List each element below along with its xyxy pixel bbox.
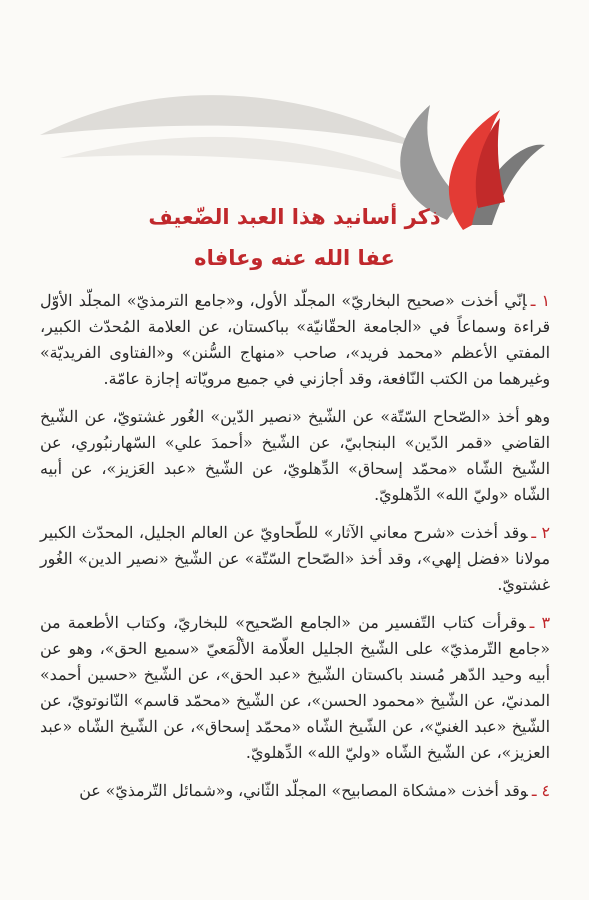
body-text [40,288,550,816]
paragraph-text: وقد أخذت «شرح معاني الآثار» للطّحاويّ عن العالم الجليل، المحدّث الكبير مولانا «فضل إلهي»، وقد أخذ «الصّحاح السّتّة» عن الشّيخ «نصير الدين» الغُور غشتويّ. [40,523,550,594]
paragraph-text: وقد أخذت «مشكاة المصابيح» المجلّد الثّاني، و«شمائل التّرمذيّ» عن [79,781,528,800]
section-title: ذكر أسانيد هذا العبد الضّعيف [148,205,441,229]
paragraph-2 [40,404,550,508]
paragraph-number: ٤ ـ [531,781,550,800]
paragraph-text: وقرأت كتاب التّفسير من «الجامع الصّحيح» للبخاريّ، وكتاب الأطعمة من «جامع التّرمذيّ» على الشّيخ الجليل العلّامة الألْمَعيّ «سميع الحق»، وهو عن أبيه وحيد الدّهر مُسند باكستان الشّيخ «عبد الحق»، عن الشّيخ «حسين أحمد» المدنيّ، عن الشّيخ «محمود الحسن»، عن الشّيخ «محمّد قاسم» النّانوتويّ، عن الشّيخ «عبد الغنيّ»، عن الشّيخ الشّاه «محمّد إسحاق»، عن الشّيخ الشّاه «عبد العزيز»، عن الشّيخ الشّاه «وليّ الله» الدِّهلويّ. [40,613,550,762]
paragraph-4 [40,610,550,766]
paragraph-text: وهو أخذ «الصّحاح السّتّة» عن الشّيخ «نصير الدّين» الغُور غشتويّ، عن الشّيخ القاضي «قمر الدّين» البنجابيّ، عن الشّيخ «أحمدَ علي» السّهارنبُوري، عن الشّيخ الشّاه «محمّد إسحاق» الدِّهلويّ، عن الشّيخ «عبد العَزيز»، عن أبيه الشّاه «وليّ الله» الدِّهلويّ. [40,407,550,504]
paragraph-1 [40,288,550,392]
paragraph-number: ٢ ـ [531,523,550,542]
paragraph-number: ١ ـ [530,291,551,310]
paragraph-text: إنّي أخذت «صحيح البخاريّ» المجلّد الأول، و«جامع الترمذيّ» المجلّد الأوّل قراءة وسماعاً في «الجامعة الحقّانيّة» بباكستان، عن العلامة المُحدّث الكبير، المفتي الأعظم «محمد فريد»، صاحب «منهاج السُّنن» و«الفتاوى الفريديّة» وغيرهما من الكتب النّافعة، وقد أجازني في جميع مرويّاته إجازة عامّة. [40,291,550,388]
paragraph-number: ٣ ـ [529,613,550,632]
paragraph-3 [40,520,550,598]
paragraph-5 [40,778,550,804]
section-subtitle: عفا الله عنه وعافاه [194,246,395,270]
